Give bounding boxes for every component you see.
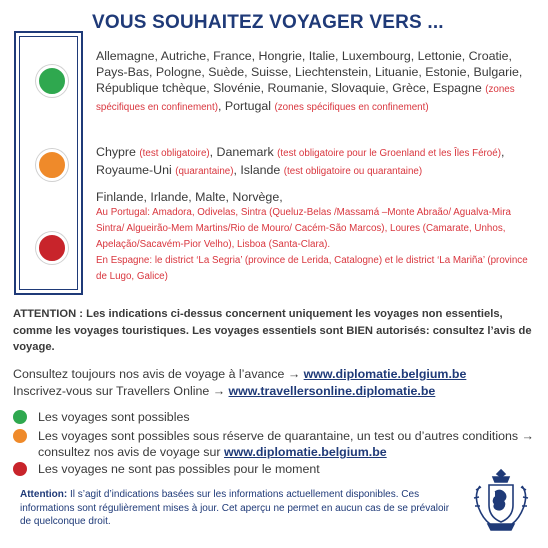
portugal-note: (zones spécifiques en confinement) [274,102,429,113]
consult-text-2: Inscrivez-vous sur Travellers Online → [13,384,229,398]
portugal-red-zones: Au Portugal: Amadora, Odivelas, Sintra (Queluz-Belas /Massamá –Monte Abraão/ Agualva-Mira Sintra/ Algueirão-Mem Martins/Rio de Mouro/ Cacém-São Marcos), Loures (Camarate, Unhos, Apelação/Sacavém-Pior Velho), Lisboa (Santa-Clara). [96,207,511,250]
green-dot-icon [13,410,27,424]
uk-label: , Royaume-Uni [96,145,505,177]
red-light-icon [36,232,68,264]
legend-orange-label: Les voyages sont possibles sous réserve de quarantaine, un test ou d’autres conditions → consultez nos avis de voyage sur [38,428,534,459]
portugal-label: , Portugal [218,99,272,113]
denmark-label: , Danemark [209,145,274,159]
orange-countries-group [96,144,536,180]
iceland-note: (test obligatoire ou quarantaine) [283,166,423,177]
diplomatie-link[interactable]: www.diplomatie.belgium.be [303,367,467,381]
red-dot-icon [13,462,27,476]
consult-line-2 [13,383,543,400]
orange-light-icon [36,149,68,181]
cyprus-label: Chypre [96,145,136,159]
legend-diplomatie-link[interactable]: www.diplomatie.belgium.be [223,445,387,459]
traffic-light-icon [14,31,83,295]
legend-orange [13,428,538,461]
attention-notice: ATTENTION : Les indications ci-dessus concernent uniquement les voyages non essentiels, comme les voyages touristiques. Les voyages essentiels sont BIEN autorisés: consultez l’avis de voyage. [13,308,532,353]
legend-green-label: Les voyages sont possibles [38,410,190,424]
page-title: VOUS SOUHAITEZ VOYAGER VERS ... [92,12,444,33]
consult-text-1: Consultez toujours nos avis de voyage à l’avance → [13,367,304,381]
red-countries-group [96,189,536,285]
iceland-label: , Islande [233,163,281,177]
uk-note: (quarantaine) [175,166,234,177]
orange-dot-icon [13,429,27,443]
cyprus-note: (test obligatoire) [139,148,210,159]
belgian-coat-of-arms-icon [466,466,536,536]
legend-red [13,461,538,478]
green-countries-list: Allemagne, Autriche, France, Hongrie, Italie, Luxembourg, Lettonie, Croatie, Pays-Bas, Pologne, Suède, Suisse, Liechtenstein, Lituanie, Estonie, Bulgarie, République tchèque, Slovénie, Roumanie, Slovaquie, Grèce, Espagne [96,49,523,95]
legend-green [13,409,538,426]
travellersonline-link[interactable]: www.travellersonline.diplomatie.be [228,384,436,398]
legend-red-label: Les voyages ne sont pas possibles pour le moment [38,461,320,476]
denmark-note: (test obligatoire pour le Groenland et les Îles Féroé) [277,148,501,159]
green-light-icon [36,65,68,97]
traffic-light-inner-frame [19,36,78,290]
consult-line-1 [13,366,543,383]
spain-red-zones: En Espagne: le district ‘La Segria’ (province de Lerida, Catalogne) et le district ‘La Mariña’ (province de Lugo, Galice) [96,255,528,282]
legend [13,409,538,477]
red-countries-list: Finlande, Irlande, Malte, Norvège, [96,190,283,204]
disclaimer-label: Attention: [20,489,68,500]
disclaimer [20,488,460,529]
consult-section [13,366,543,400]
disclaimer-text: Il s’agit d’indications basées sur les informations actuellement disponibles. Ces informations sont régulièrement mises à jour. Cet aperçu ne permet en aucun cas de se prévaloir de quelconque droit. [20,489,450,527]
spain-note: (zones spécifiques en confinement) [96,84,515,113]
green-countries-group [96,48,536,116]
